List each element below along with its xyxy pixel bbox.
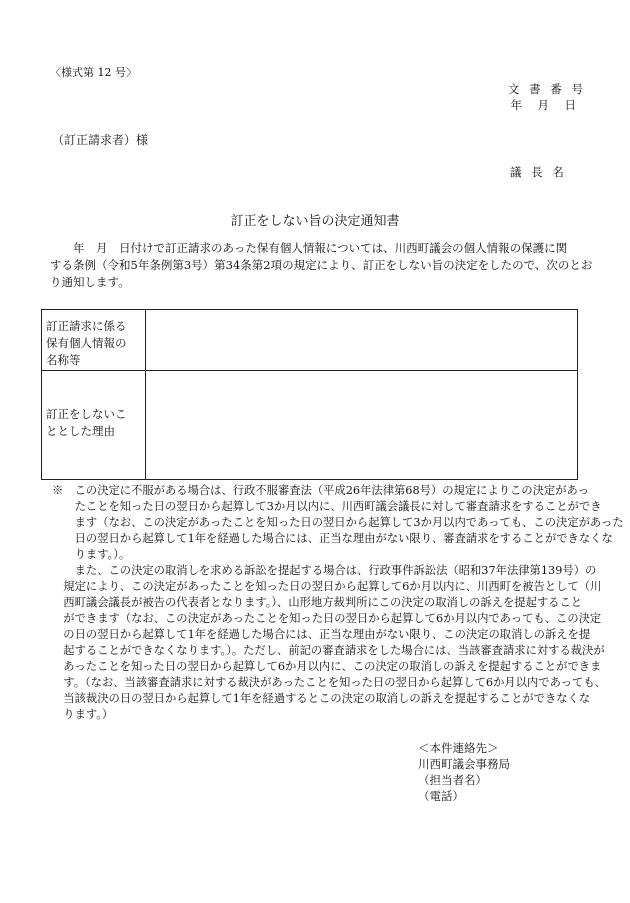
info-name-label-line: 訂正請求に係る (46, 319, 127, 333)
info-name-value-cell[interactable] (146, 310, 578, 371)
note-line: ります。） (52, 708, 114, 721)
note-line: ができます（なお、この決定があったことを知った日の翌日から起算して6か月以内であっても、この決定 (52, 612, 602, 625)
reason-label-line: ととした理由 (46, 424, 115, 438)
info-name-label-cell (42, 310, 146, 371)
recipient-name: （訂正請求者）様 (52, 133, 149, 147)
note-line: ります。）。 (52, 548, 131, 561)
info-name-label-line: 名称等 (46, 353, 81, 367)
reason-value-cell[interactable] (146, 371, 578, 480)
note-line: ます（なお、この決定があったことを知った日の翌日から起算して3か月以内であっても、この決定があった (52, 516, 624, 529)
reason-label-cell (42, 371, 146, 480)
contact-person: （担当者名） (418, 773, 487, 787)
form-number: 〈様式第 12 号〉 (50, 66, 137, 79)
chair-name: 議 長 名 (510, 165, 567, 179)
document-number: 文 書 番 号 (508, 82, 586, 96)
document-title: 訂正をしない旨の決定通知書 (230, 214, 400, 229)
intro-line: する条例（令和5年条例第3号）第34条第2項の規定により、訂正をしない旨の決定をしたので、次のとお (50, 258, 593, 272)
info-name-label-line: 保有個人情報の (46, 336, 127, 350)
info-table (41, 309, 578, 480)
note-line: 西町議会議長が被告の代表者となります。）、山形地方裁判所にこの決定の取消しの訴えを提起すること (52, 596, 583, 609)
reason-label-line: 訂正をしないこ (46, 407, 127, 421)
intro-line: り通知します。 (50, 275, 130, 289)
notes-section (52, 483, 624, 723)
note-line: 日の翌日から起算して1年を経過した場合には、正当な理由がない限り、審査請求をすることができなくな (52, 532, 613, 545)
note-line: の日の翌日から起算して1年を経過した場合には、正当な理由がない限り、この決定の取消しの訴えを提 (52, 628, 591, 641)
note-line: ※ この決定に不服がある場合は、行政不服審査法（平成26年法律第68号）の規定によりこの決定があっ (52, 484, 590, 497)
intro-line: 年 月 日付けで訂正請求のあった保有個人情報については、川西町議会の個人情報の保護に関 (50, 241, 568, 255)
contact-phone: （電話） (418, 789, 464, 803)
note-line: 起することができなくなります。）。ただし、前記の審査請求をした場合には、当該審査請求に対する裁決が (52, 644, 605, 657)
note-line: 規定により、この決定があったことを知った日の翌日から起算して6か月以内に、川西町を被告として（川 (52, 580, 602, 593)
note-line: あったことを知った日の翌日から起算して6か月以内に、この決定の取消しの訴えを提起することができま (52, 660, 602, 673)
contact-block (418, 740, 510, 804)
note-line: す。（なお、当該審査請求に対する裁決があったことを知った日の翌日から起算して6か月以内であっても、 (52, 676, 606, 689)
table-row (42, 310, 578, 371)
intro-paragraph (50, 240, 593, 291)
table-row (42, 371, 578, 480)
contact-office: 川西町議会事務局 (418, 757, 510, 771)
note-line: たことを知った日の翌日から起算して3か月以内に、川西町議会議長に対して審査請求をすることができ (52, 500, 602, 513)
contact-heading: ＜本件連絡先＞ (418, 741, 499, 755)
note-line: また、この決定の取消しを求める訴訟を提起する場合は、行政事件訴訟法（昭和37年法律第139号）の (52, 564, 597, 577)
document-date: 年 月 日 (510, 98, 578, 112)
note-line: 当該裁決の日の翌日から起算して1年を経過するとこの決定の取消しの訴えを提起することができなくな (52, 692, 591, 705)
